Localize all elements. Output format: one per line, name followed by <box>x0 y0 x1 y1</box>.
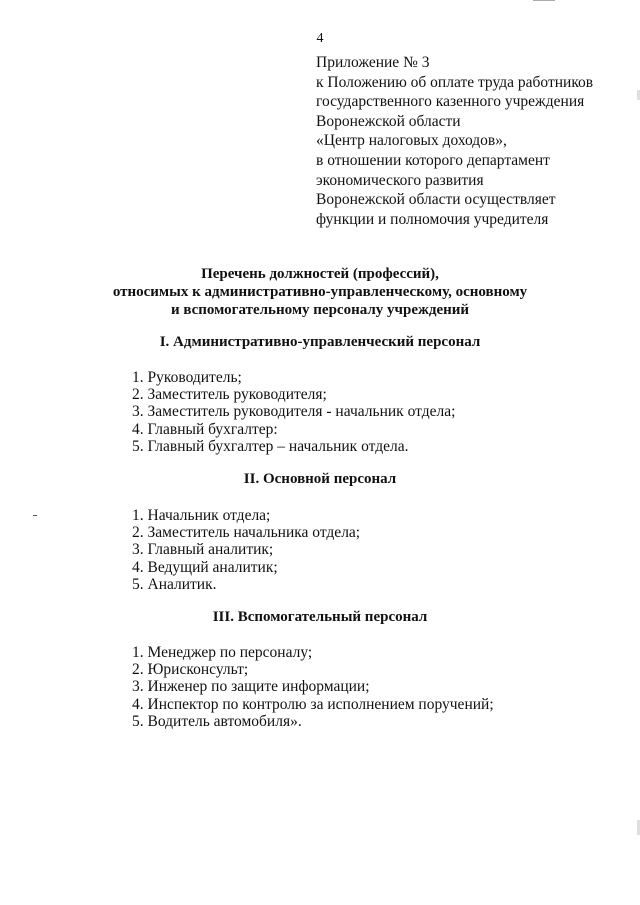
scan-mark <box>533 0 555 1</box>
margin-mark <box>33 515 37 516</box>
document-title-line: и вспомогательному персоналу учреждений <box>170 302 470 318</box>
list-item: 1. Менеджер по персоналу; <box>132 644 313 661</box>
appendix-block <box>316 53 626 229</box>
position-list-main <box>132 507 360 593</box>
appendix-line: экономического развития <box>316 171 484 189</box>
list-item: 2. Заместитель руководителя; <box>132 386 327 404</box>
list-item: 5. Главный бухгалтер – начальник отдела. <box>132 437 409 455</box>
list-item: 1. Начальник отдела; <box>132 507 271 524</box>
position-list-support <box>132 644 494 730</box>
appendix-line: Воронежской области осуществляет <box>316 191 556 209</box>
position-list-administrative <box>132 369 455 455</box>
list-item: 3. Заместитель руководителя - начальник отдела; <box>132 403 456 421</box>
section-heading-support: III. Вспомогательный персонал <box>212 609 428 625</box>
appendix-line: Приложение № 3 <box>316 54 430 71</box>
appendix-line: в отношении которого департамент <box>316 151 550 169</box>
list-item: 2. Заместитель начальника отдела; <box>132 524 361 542</box>
list-item: 4. Главный бухгалтер: <box>132 420 278 438</box>
list-item: 5. Аналитик. <box>132 575 217 593</box>
document-title <box>60 265 580 319</box>
appendix-line: к Положению об оплате труда работников <box>316 73 594 91</box>
list-item: 3. Главный аналитик; <box>132 541 274 559</box>
page-number: 4 <box>316 31 324 46</box>
list-item: 4. Ведущий аналитик; <box>132 558 278 576</box>
appendix-line: Воронежской области <box>316 112 461 130</box>
document-title-line: Перечень должностей (профессий), <box>201 266 439 282</box>
list-item: 4. Инспектор по контролю за исполнением поручений; <box>132 695 494 713</box>
list-item: 1. Руководитель; <box>132 369 242 386</box>
list-item: 2. Юрисконсульт; <box>132 661 249 679</box>
list-item: 3. Инженер по защите информации; <box>132 678 370 696</box>
appendix-line: «Центр налоговых доходов», <box>316 132 507 150</box>
appendix-line: функции и полномочия учредителя <box>316 210 549 228</box>
section-heading-administrative: I. Административно-управленческий персонал <box>159 334 481 350</box>
appendix-line: государственного казенного учреждения <box>316 93 585 111</box>
list-item: 5. Водитель автомобиля». <box>132 712 302 730</box>
section-heading-main: II. Основной персонал <box>243 471 397 487</box>
document-title-line: относимых к административно-управленческому, основному <box>112 284 528 300</box>
